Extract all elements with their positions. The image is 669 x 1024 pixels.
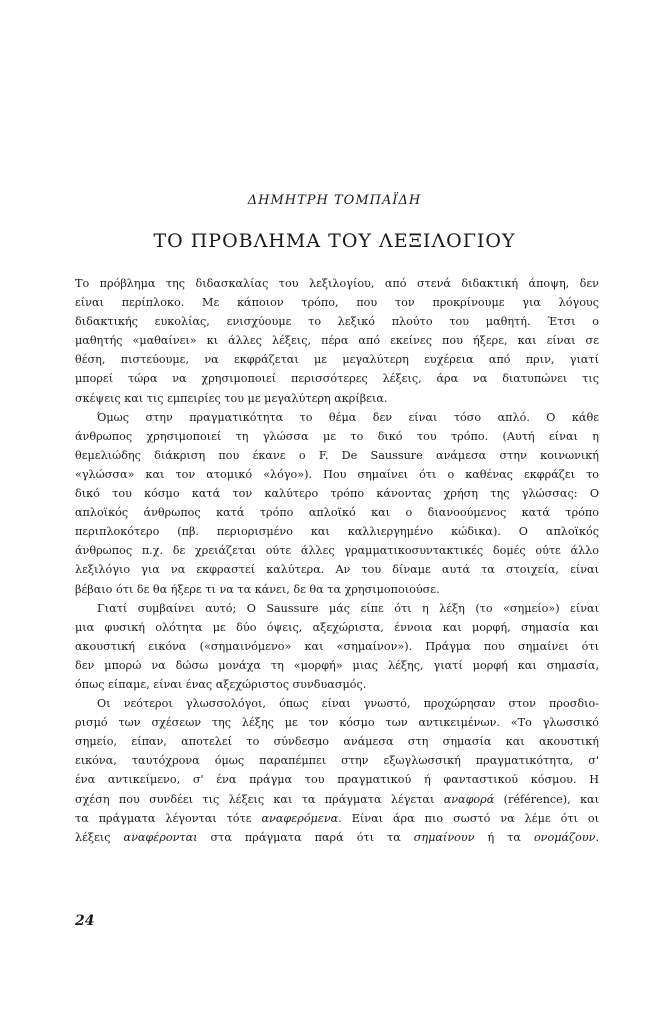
- text-line: «γλώσσα» και τον ατομικό «λόγο»). Που σημαίνει ότι ο καθένας εκφράζει το: [75, 467, 599, 481]
- text-line: Το πρόβλημα της διδασκαλίας του λεξιλογίου, από στενά διδακτική άποψη, δεν: [75, 277, 599, 290]
- text-line: Γιατί συμβαίνει αυτό; Ο Saussure μάς είπε ότι η λέξη (το «σημείο») είναι: [97, 601, 599, 615]
- text-line: μια φυσική ολότητα με δύο όψεις, αξεχώριστα, έννοια και μορφή, σημασία και: [75, 620, 599, 634]
- body-text: [75, 274, 599, 847]
- paragraph: [75, 599, 599, 694]
- text-line: θεμελιώδης διάκριση που έκανε ο F. De Saussure ανάμεσα στην κοινωνική: [75, 448, 599, 462]
- text-line: ακουστική εικόνα («σημαινόμενο» και «σημαίνον»). Πράγμα που σημαίνει ότι: [75, 639, 599, 653]
- text-line: δεν μπορώ να δώσω μονάχα τη «μορφή» μιας λέξης, γιατί μορφή και σημασία,: [75, 658, 599, 672]
- text-line: άνθρωπος π.χ. δε χρειάζεται ούτε άλλες γραμματικοσυντακτικές δομές ούτε άλλο: [75, 544, 599, 558]
- text-line: σημείο, είπαν, αποτελεί το σύνδεσμο ανάμεσα στη σημασία και ακουστική: [75, 735, 599, 749]
- text-line: όπως είπαμε, είναι ένας αξεχώριστος συνδυασμός.: [75, 677, 367, 691]
- page-number: 24: [75, 913, 95, 929]
- text-line: θέση, πιστεύουμε, να εκφράζεται με μεγαλύτερη ευχέρεια από πριν, γιατί: [75, 353, 599, 367]
- text-line: Όμως στην πραγματικότητα το θέμα δεν είναι τόσο απλό. Ο κάθε: [97, 410, 599, 424]
- text-line: άνθρωπος χρησιμοποιεί τη γλώσσα με το δικό του τρόπο. (Αυτή είναι η: [75, 429, 599, 443]
- text-line: Οι νεότεροι γλωσσολόγοι, όπως είναι γνωστό, προχώρησαν στον προσδιο-: [97, 697, 599, 711]
- text-line: σχέση που συνδέει τις λέξεις και τα πράγματα λέγεται αναφορά (référence), και: [75, 792, 599, 806]
- text-line: ένα αντικείμενο, σ' ένα πράγμα του πραγματικού ή φανταστικού κόσμου. Η: [75, 773, 599, 787]
- chapter-title: ΤΟ ΠΡΟΒΛΗΜΑ ΤΟΥ ΛΕΞΙΛΟΓΙΟΥ: [153, 230, 516, 252]
- text-line: απλοϊκός άνθρωπος κατά τρόπο απλοϊκό και ο διανοούμενος κατά τρόπο: [75, 506, 599, 520]
- text-line: περιπλοκότερο (πβ. περιορισμένο και καλλιεργημένο κώδικα). Ο απλοϊκός: [75, 525, 599, 539]
- text-line: ρισμό των σχέσεων της λέξης με τον κόσμο των αντικειμένων. «Το γλωσσικό: [75, 716, 599, 730]
- text-line: σκέψεις και τις εμπειρίες του με μεγαλύτερη ακρίβεια.: [75, 391, 388, 405]
- paragraph: [75, 694, 599, 847]
- text-line: βέβαιο ότι δε θα ήξερε τι να τα κάνει, δε θα τα χρησιμοποιούσε.: [75, 582, 440, 596]
- text-line: λέξεις αναφέρονται στα πράγματα παρά ότι τα σημαίνουν ή τα ονομάζουν.: [75, 830, 599, 844]
- text-line: δικό του κόσμο κατά τον καλύτερο τρόπο κάνοντας χρήση της γλώσσας: Ο: [75, 487, 599, 501]
- text-line: μαθητής «μαθαίνει» κι άλλες λέξεις, πέρα από εκείνες που ήξερε, και είναι σε: [75, 334, 599, 348]
- author-name: ΔΗΜΗΤΡΗ ΤΟΜΠΑΪΔΗ: [247, 193, 422, 208]
- text-line: εικόνα, ταυτόχρονα όμως παραπέμπει στην εξωγλωσσική πραγματικότητα, σ': [75, 754, 599, 768]
- text-line: διδακτικής ευκολίας, ενισχύουμε το λεξικό πλούτο του μαθητή. Έτσι ο: [75, 315, 599, 329]
- paragraph: [75, 274, 599, 408]
- text-line: λεξιλόγιο για να εκφραστεί καλύτερα. Αν του δίναμε αυτά τα στοιχεία, είναι: [75, 563, 599, 577]
- text-line: είναι περίπλοκο. Με κάποιον τρόπο, που τον προκρίνουμε για λόγους: [75, 296, 599, 310]
- text-line: τα πράγματα λέγονται τότε αναφερόμενα. Είναι άρα πιο σωστό να λέμε ότι οι: [75, 811, 599, 825]
- text-line: μπορεί τώρα να χρησιμοποιεί περισσότερες λέξεις, άρα να διατυπώνει τις: [75, 372, 599, 386]
- paragraph: [75, 408, 599, 599]
